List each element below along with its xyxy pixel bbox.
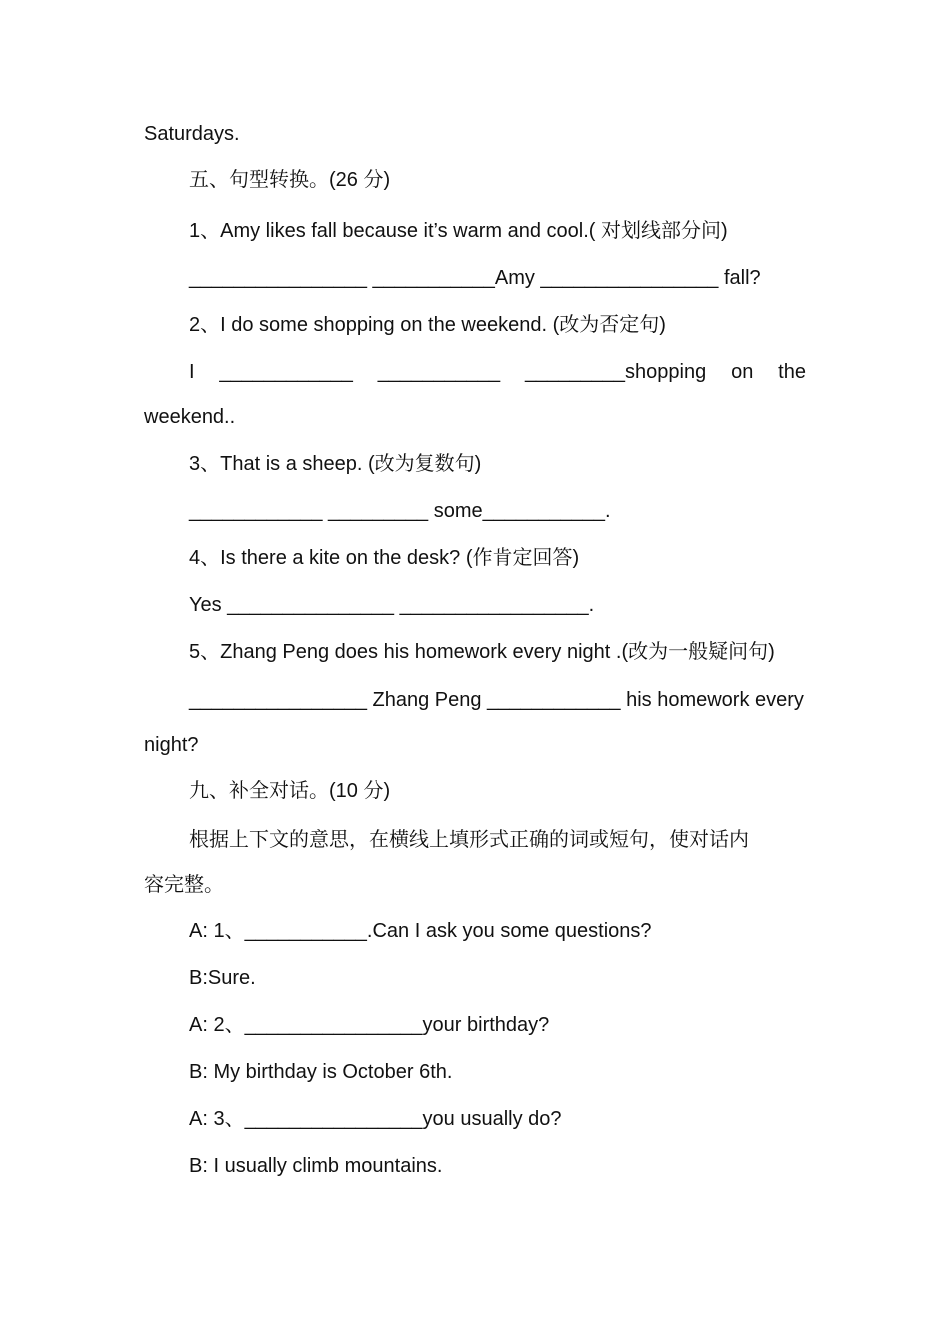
answer-blank-4: Yes _______________ _________________. <box>189 594 595 616</box>
answer-blank-5: ________________ Zhang Peng ____________ his homework every <box>189 689 804 711</box>
dialogue-line: A: 2、________________your birthday? <box>189 1014 550 1036</box>
section-nine-heading: 九、补全对话。(10 分) <box>189 780 391 802</box>
instructions-continued: 容完整。 <box>144 874 224 896</box>
dialogue-line: B: I usually climb mountains. <box>189 1155 443 1177</box>
question-3: 3、That is a sheep. (改为复数句) <box>189 453 482 475</box>
instructions: 根据上下文的意思，在横线上填形式正确的词或短句，使对话内 <box>189 829 749 851</box>
answer-blank-3: ____________ _________ some___________. <box>189 500 611 522</box>
answer-word: ___________ <box>377 361 501 383</box>
answer-word: I <box>189 361 195 383</box>
text-line: weekend.. <box>144 406 236 428</box>
dialogue-line: B:Sure. <box>189 967 256 989</box>
answer-word: the <box>778 361 806 383</box>
answer-word: ____________ <box>219 361 353 383</box>
text-line: night? <box>144 734 199 756</box>
question-4: 4、Is there a kite on the desk? (作肯定回答) <box>189 547 580 569</box>
answer-word: on <box>731 361 754 383</box>
dialogue-line: A: 3、________________you usually do? <box>189 1108 562 1130</box>
answer-blank-2 <box>189 359 806 385</box>
section-five-heading: 五、句型转换。(26 分) <box>189 169 391 191</box>
answer-word: _________shopping <box>524 361 707 383</box>
question-1: 1、Amy likes fall because it’s warm and cool.( 对划线部分问) <box>189 220 728 242</box>
answer-blank-1: ________________ ___________Amy ________________ fall? <box>189 267 761 289</box>
dialogue-line: B: My birthday is October 6th. <box>189 1061 453 1083</box>
dialogue-line: A: 1、___________.Can I ask you some questions? <box>189 920 652 942</box>
question-5: 5、Zhang Peng does his homework every night .(改为一般疑问句) <box>189 641 775 663</box>
text-line: Saturdays. <box>144 123 240 145</box>
question-2: 2、I do some shopping on the weekend. (改为否定句) <box>189 314 666 336</box>
